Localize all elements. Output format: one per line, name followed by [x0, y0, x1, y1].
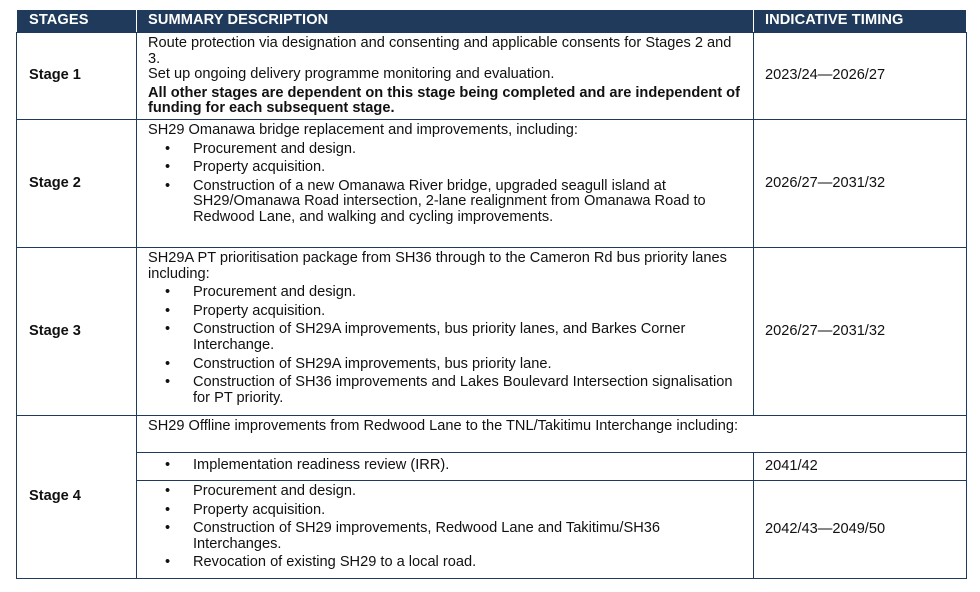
header-stages: STAGES	[17, 10, 137, 33]
list-item	[148, 503, 747, 519]
stage-4-label: Stage 4	[17, 415, 137, 578]
table-header-row	[17, 10, 967, 33]
stage-2-bullet-list	[148, 142, 747, 226]
stage-2-description	[137, 119, 754, 247]
list-item-text: Construction of SH36 improvements and Lakes Boulevard Intersection signalisation for PT priority.	[193, 374, 733, 406]
stage-1-timing: 2023/24—2026/27	[754, 33, 967, 120]
stage-1-row	[17, 33, 967, 120]
stage-3-row	[17, 247, 967, 415]
list-item-text: Procurement and design.	[193, 140, 357, 157]
list-item	[148, 142, 747, 158]
stage-3-label: Stage 3	[17, 247, 137, 415]
stages-table-frame	[16, 9, 966, 579]
stage-2-label: Stage 2	[17, 119, 137, 247]
bullet-icon: •	[165, 177, 171, 194]
bullet-icon: •	[165, 482, 171, 499]
stage-3-description	[137, 247, 754, 415]
stage-3-bullet-list	[148, 285, 747, 406]
list-item-text: Revocation of existing SH29 to a local road.	[193, 554, 477, 571]
stage-4-works-row	[17, 480, 967, 578]
list-item-text: Procurement and design.	[193, 284, 357, 301]
stage-1-dependency-note: All other stages are dependent on this stage being completed and are independent of funding for each subsequent stage.	[148, 84, 740, 117]
list-item	[148, 304, 747, 320]
stage-1-label: Stage 1	[17, 33, 137, 120]
list-item-text: Construction of SH29 improvements, Redwood Lane and Takitimu/SH36 Interchanges.	[193, 520, 660, 552]
bullet-icon: •	[165, 302, 171, 319]
list-item	[148, 375, 747, 406]
bullet-icon: •	[165, 374, 171, 391]
stage-4-bullet-list	[148, 484, 747, 571]
list-item	[148, 322, 747, 353]
stage-3-intro: SH29A PT prioritisation package from SH36 through to the Cameron Rd bus priority lanes including:	[148, 249, 727, 282]
list-item	[148, 160, 747, 176]
list-item-text: Procurement and design.	[193, 482, 357, 499]
list-item-text: Construction of SH29A improvements, bus priority lanes, and Barkes Corner Interchange.	[193, 321, 686, 353]
stage-4-intro-row	[17, 415, 967, 452]
header-summary-description: SUMMARY DESCRIPTION	[137, 10, 754, 33]
stage-2-intro: SH29 Omanawa bridge replacement and improvements, including:	[148, 121, 578, 138]
bullet-icon: •	[165, 554, 171, 571]
list-item	[148, 521, 747, 552]
header-indicative-timing: INDICATIVE TIMING	[754, 10, 967, 33]
list-item	[148, 357, 747, 373]
bullet-icon: •	[165, 140, 171, 157]
stage-1-description	[137, 33, 754, 120]
list-item	[148, 179, 747, 226]
list-item-text: Construction of SH29A improvements, bus priority lane.	[193, 355, 552, 372]
list-item	[148, 555, 747, 571]
bullet-icon: •	[165, 321, 171, 338]
list-item	[148, 458, 747, 474]
stage-1-line-1: Route protection via designation and consenting and applicable consents for Stages 2 and 3.	[148, 35, 732, 67]
stage-4-intro	[137, 415, 967, 452]
bullet-icon: •	[165, 501, 171, 518]
list-item-text: Property acquisition.	[193, 501, 326, 518]
bullet-icon: •	[165, 355, 171, 372]
list-item-text: Property acquisition.	[193, 159, 326, 176]
bullet-icon: •	[165, 520, 171, 537]
list-item-text: Implementation readiness review (IRR).	[193, 457, 450, 474]
stage-4-irr-description	[137, 452, 754, 480]
stage-2-row	[17, 119, 967, 247]
stage-4-irr-timing: 2041/42	[754, 452, 967, 480]
stage-4-works-description	[137, 480, 754, 578]
list-item	[148, 285, 747, 301]
stage-2-timing: 2026/27—2031/32	[754, 119, 967, 247]
stage-3-timing: 2026/27—2031/32	[754, 247, 967, 415]
bullet-icon: •	[165, 159, 171, 176]
stage-4-irr-list	[148, 458, 747, 474]
list-item-text: Construction of a new Omanawa River bridge, upgraded seagull island at SH29/Omanawa Road intersection, 2-lane realignment from Omanawa Road to Redwood Lane, and walking and cycling improvements.	[193, 177, 706, 225]
stage-4-timing: 2042/43—2049/50	[754, 480, 967, 578]
list-item-text: Property acquisition.	[193, 302, 326, 319]
bullet-icon: •	[165, 457, 171, 474]
stage-1-line-2: Set up ongoing delivery programme monitoring and evaluation.	[148, 66, 555, 83]
stages-table	[16, 9, 967, 579]
stage-4-intro-text: SH29 Offline improvements from Redwood Lane to the TNL/Takitimu Interchange including:	[148, 417, 739, 434]
stage-4-irr-row	[17, 452, 967, 480]
bullet-icon: •	[165, 284, 171, 301]
list-item	[148, 484, 747, 500]
